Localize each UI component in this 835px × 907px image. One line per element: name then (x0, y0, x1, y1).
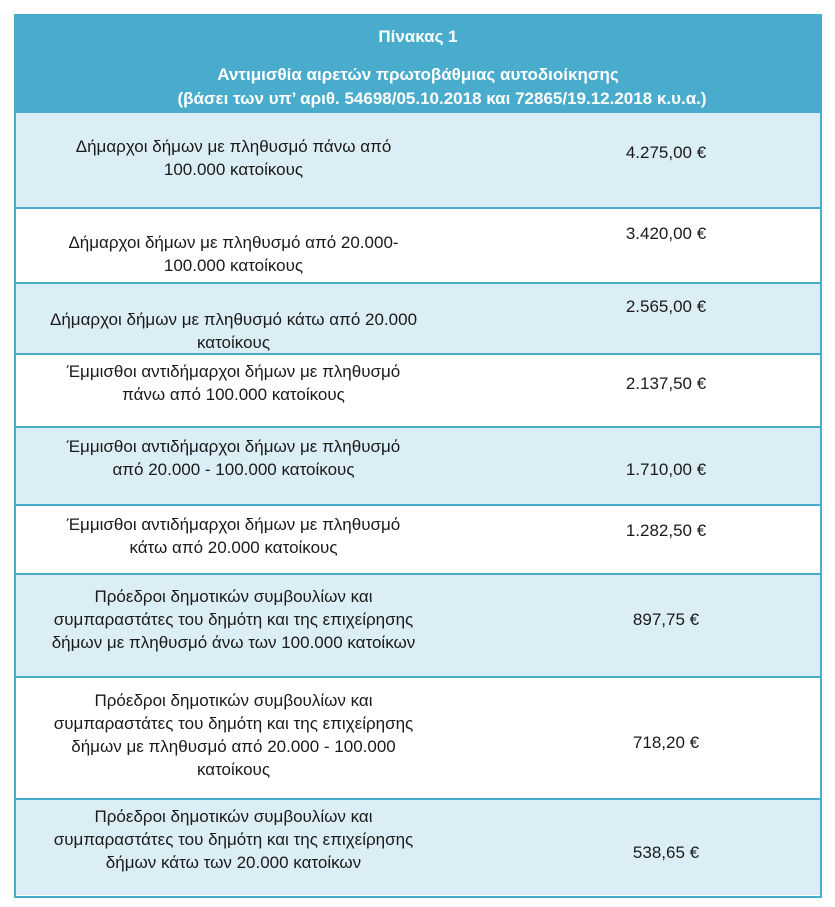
row-label-line: κάτω από 20.000 κατοίκους (129, 538, 338, 557)
row-value: 538,65 € (632, 843, 700, 862)
row-label-line: Έμμισθοι αντιδήμαρχοι δήμων με πληθυσμό (66, 437, 401, 456)
table-row (16, 284, 820, 355)
row-label (16, 513, 451, 559)
row-label-line: Έμμισθοι αντιδήμαρχοι δήμων με πληθυσμό (66, 515, 401, 534)
row-label-line: συμπαραστάτες του δημότη και της επιχείρησης (53, 714, 414, 733)
row-label-line: συμπαραστάτες του δημότη και της επιχείρησης (53, 830, 414, 849)
row-label-line: κατοίκους (196, 333, 271, 352)
row-label-line: Πρόεδροι δημοτικών συμβουλίων και (94, 807, 373, 826)
table-header (16, 16, 820, 113)
table-subtitle: Αντιμισθία αιρετών πρωτοβάθμιας αυτοδιοίκησης (217, 65, 619, 84)
row-label-line: δήμων με πληθυσμό από 20.000 - 100.000 (71, 737, 396, 756)
row-label (16, 135, 451, 181)
row-label-line: κατοίκους (196, 760, 271, 779)
row-label-line: Έμμισθοι αντιδήμαρχοι δήμων με πληθυσμό (66, 362, 401, 381)
table-row (16, 113, 820, 209)
table-body (16, 113, 820, 895)
table-row (16, 355, 820, 428)
row-label (16, 435, 451, 481)
table-row (16, 800, 820, 895)
row-label (16, 231, 451, 277)
row-label (16, 308, 451, 354)
table-row (16, 575, 820, 678)
row-value: 1.282,50 € (625, 521, 707, 540)
row-value: 718,20 € (632, 733, 700, 752)
row-label (16, 585, 451, 654)
table-reference: (βάσει των υπ’ αριθ. 54698/05.10.2018 και 72865/19.12.2018 κ.υ.α.) (177, 89, 707, 108)
table-row (16, 678, 820, 800)
row-value: 897,75 € (632, 610, 700, 629)
table-row (16, 209, 820, 284)
row-label-line: δήμων με πληθυσμό άνω των 100.000 κατοίκων (51, 633, 416, 652)
row-value: 2.565,00 € (625, 297, 707, 316)
row-value: 3.420,00 € (625, 224, 707, 243)
salary-table (14, 14, 822, 898)
row-label-line: Πρόεδροι δημοτικών συμβουλίων και (94, 587, 373, 606)
table-row (16, 428, 820, 506)
row-label (16, 805, 451, 874)
table-title: Πίνακας 1 (378, 27, 458, 46)
row-label-line: πάνω από 100.000 κατοίκους (122, 385, 345, 404)
row-value: 2.137,50 € (625, 374, 707, 393)
row-label-line: από 20.000 - 100.000 κατοίκους (112, 460, 355, 479)
row-label-line: Δήμαρχοι δήμων με πληθυσμό πάνω από (75, 137, 392, 156)
row-label-line: 100.000 κατοίκους (163, 160, 304, 179)
row-value: 1.710,00 € (625, 460, 707, 479)
table-row (16, 506, 820, 575)
row-label-line: συμπαραστάτες του δημότη και της επιχείρησης (53, 610, 414, 629)
row-label (16, 689, 451, 781)
row-label-line: 100.000 κατοίκους (163, 256, 304, 275)
row-value: 4.275,00 € (625, 143, 707, 162)
row-label (16, 360, 451, 406)
row-label-line: Δήμαρχοι δήμων με πληθυσμό κάτω από 20.000 (49, 310, 418, 329)
row-label-line: Δήμαρχοι δήμων με πληθυσμό από 20.000- (68, 233, 399, 252)
row-label-line: Πρόεδροι δημοτικών συμβουλίων και (94, 691, 373, 710)
row-label-line: δήμων κάτω των 20.000 κατοίκων (105, 853, 362, 872)
